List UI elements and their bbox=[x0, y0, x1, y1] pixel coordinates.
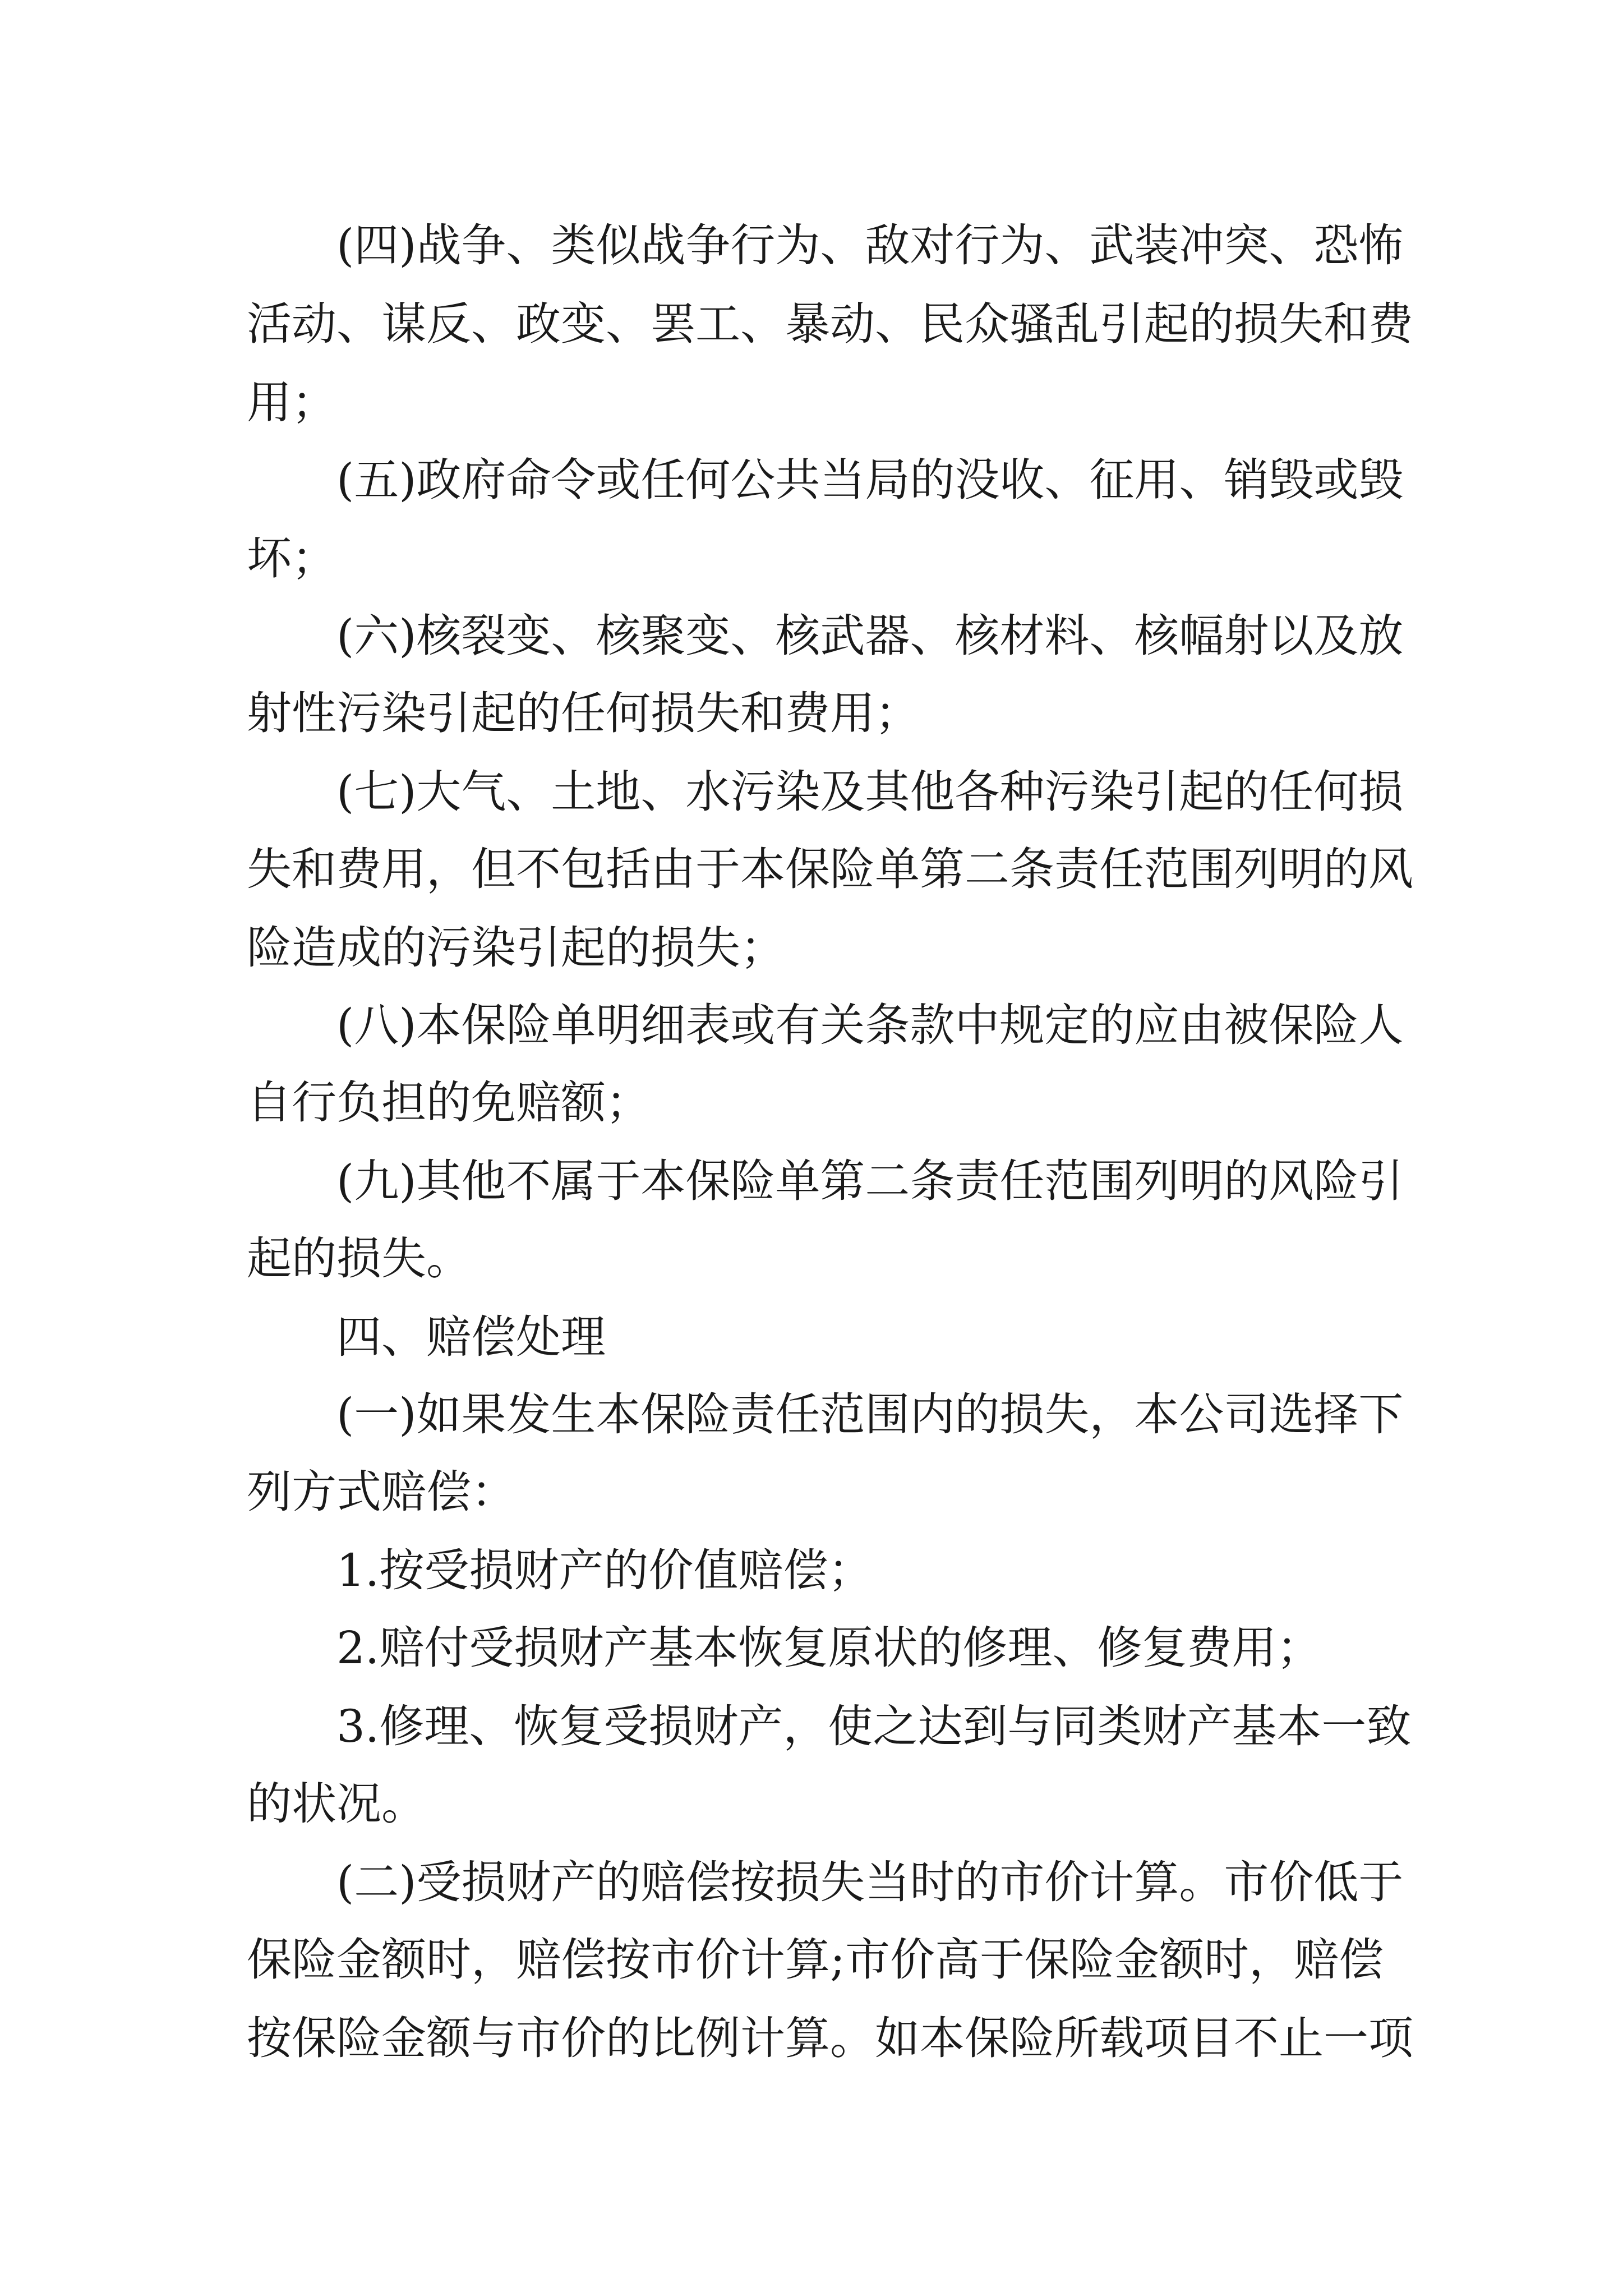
text-line: 的状况。 bbox=[247, 1778, 426, 1830]
text-line: (一)如果发生本保险责任范围内的损失，本公司选择下 bbox=[336, 1388, 1404, 1441]
text-line: (八)本保险单明细表或有关条款中规定的应由被保险人 bbox=[336, 999, 1404, 1051]
text-line: 用； bbox=[247, 376, 336, 429]
text-line: 按保险金额与市价的比例计算。如本保险所载项目不止一项 bbox=[247, 2012, 1413, 2064]
text-line: 活动、谋反、政变、罢工、暴动、民众骚乱引起的损失和费 bbox=[247, 298, 1413, 350]
text-line: (二)受损财产的赔偿按损失当时的市价计算。市价低于 bbox=[336, 1856, 1404, 1908]
text-line: 射性污染引起的任何损失和费用； bbox=[247, 687, 920, 739]
text-line: 保险金额时，赔偿按市价计算;市价高于保险金额时，赔偿 bbox=[247, 1934, 1384, 1986]
text-line: (四)战争、类似战争行为、敌对行为、武装冲突、恐怖 bbox=[336, 219, 1404, 272]
text-line: 失和费用，但不包括由于本保险单第二条责任范围列明的风 bbox=[247, 843, 1413, 895]
text-line: 自行负担的免赔额； bbox=[247, 1076, 651, 1129]
text-line: (六)核裂变、核聚变、核武器、核材料、核幅射以及放 bbox=[336, 610, 1404, 662]
list-item: 2.赔付受损财产基本恢复原状的修理、修复费用； bbox=[336, 1622, 1322, 1674]
text-line: (九)其他不属于本保险单第二条责任范围列明的风险引 bbox=[336, 1155, 1404, 1207]
section-heading: 四、赔偿处理 bbox=[336, 1311, 606, 1363]
text-line: 险造成的污染引起的损失； bbox=[247, 922, 785, 974]
text-line: 坏； bbox=[247, 532, 336, 585]
text-line: (七)大气、土地、水污染及其他各种污染引起的任何损 bbox=[336, 766, 1404, 818]
text-line: 列方式赔偿： bbox=[247, 1466, 516, 1518]
list-item: 3.修理、恢复受损财产，使之达到与同类财产基本一致 bbox=[336, 1700, 1412, 1752]
text-line: 起的损失。 bbox=[247, 1232, 471, 1285]
list-item: 1.按受损财产的价值赔偿； bbox=[336, 1544, 873, 1596]
text-line: (五)政府命令或任何公共当局的没收、征用、销毁或毁 bbox=[336, 454, 1404, 506]
